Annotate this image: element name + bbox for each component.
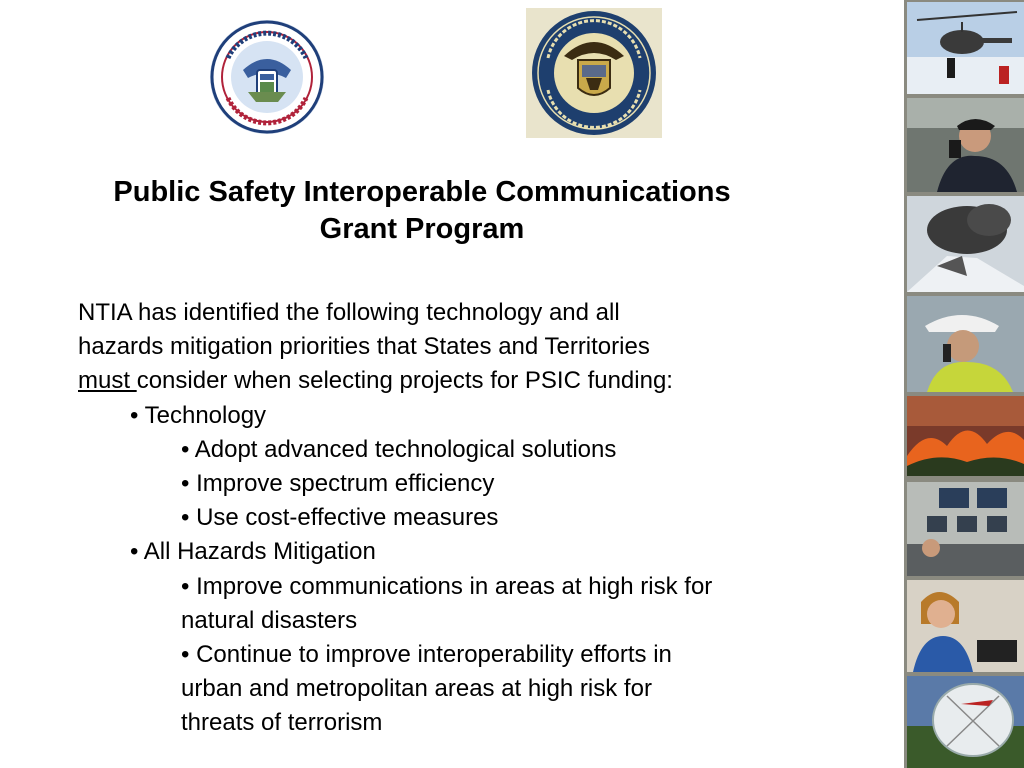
firefighter-radio-photo-icon bbox=[907, 296, 1024, 392]
title-line-1: Public Safety Interoperable Communications bbox=[113, 176, 731, 208]
list-item: • Use cost-effective measures bbox=[181, 504, 499, 532]
list-item: • Continue to improve interoperability efforts in bbox=[181, 641, 672, 669]
helicopter-rescue-photo-icon bbox=[907, 2, 1024, 94]
list-item-continued: natural disasters bbox=[181, 606, 358, 634]
list-item-continued: urban and metropolitan areas at high risk for bbox=[181, 675, 652, 703]
dispatch-center-photo-icon bbox=[907, 482, 1024, 576]
intro-line-1: NTIA has identified the following technology and all bbox=[78, 299, 620, 326]
photo-strip bbox=[904, 0, 1024, 768]
intro-line-2: hazards mitigation priorities that States and Territories bbox=[78, 333, 650, 361]
list-item: • Adopt advanced technological solutions bbox=[181, 435, 617, 463]
section-hazards: • All Hazards Mitigation bbox=[130, 538, 376, 566]
forest-fire-photo-icon bbox=[907, 396, 1024, 476]
list-item: • Improve communications in areas at high risk for bbox=[181, 572, 713, 600]
commerce-seal-icon bbox=[526, 8, 662, 138]
page-title bbox=[40, 174, 804, 248]
volcano-ash-cloud-photo-icon bbox=[907, 196, 1024, 292]
emphasis-must: must bbox=[78, 367, 137, 395]
intro-line-3 bbox=[78, 364, 878, 398]
satellite-dish-photo-icon bbox=[907, 676, 1024, 768]
list-item: • Improve spectrum efficiency bbox=[181, 470, 495, 498]
section-technology: • Technology bbox=[130, 401, 267, 429]
list-item-continued: threats of terrorism bbox=[181, 709, 383, 737]
intro-line-3-rest: consider when selecting projects for PSIC funding: bbox=[136, 367, 673, 395]
title-line-2: Grant Program bbox=[319, 213, 525, 245]
body-text bbox=[78, 296, 878, 741]
emergency-operator-photo-icon bbox=[907, 580, 1024, 672]
dhs-seal-icon bbox=[208, 18, 326, 136]
police-officer-radio-photo-icon bbox=[907, 98, 1024, 192]
